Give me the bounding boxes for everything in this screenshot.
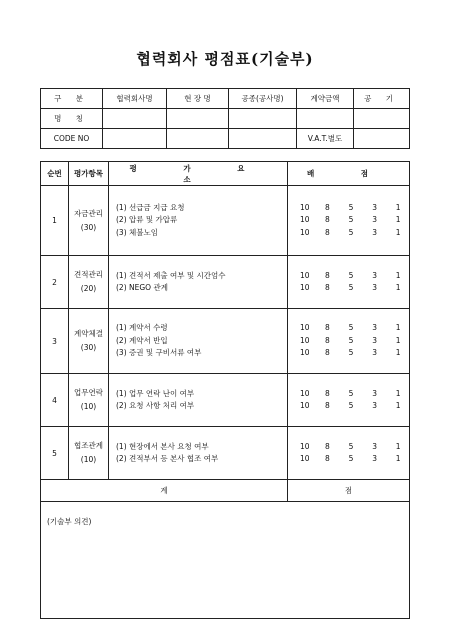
criterion: (2) 압류 및 가압류 xyxy=(116,215,178,225)
score-row xyxy=(288,270,409,283)
category-scores xyxy=(288,256,410,309)
score-option[interactable]: 5 xyxy=(348,441,354,451)
category-no: 5 xyxy=(41,427,69,480)
category-criteria xyxy=(109,186,288,256)
score-option[interactable]: 8 xyxy=(325,227,330,237)
code-cell-3[interactable] xyxy=(229,129,297,149)
criterion: (1) 계약서 수령 xyxy=(116,323,168,333)
category-name: 자금관리 xyxy=(74,208,103,218)
info-label-work-type: 공종(공사명) xyxy=(229,89,297,109)
header-item: 평가항목 xyxy=(69,162,109,186)
criterion: (3) 체불노임 xyxy=(116,227,158,237)
score-option[interactable]: 3 xyxy=(372,270,377,280)
header-no: 순번 xyxy=(41,162,69,186)
score-row xyxy=(288,282,409,295)
category-row xyxy=(41,186,410,256)
info-label-name: 명 칭 xyxy=(41,109,103,129)
score-row xyxy=(288,322,409,335)
header-score: 배 점 xyxy=(288,162,410,186)
score-option[interactable]: 5 xyxy=(348,215,354,225)
score-option[interactable]: 8 xyxy=(325,335,330,345)
score-option[interactable]: 8 xyxy=(325,388,330,398)
info-label-period: 공 기 xyxy=(354,89,410,109)
total-row xyxy=(41,480,410,502)
category-no: 3 xyxy=(41,309,69,374)
category-no: 4 xyxy=(41,374,69,427)
info-label-division: 구 분 xyxy=(41,89,103,109)
score-option[interactable]: 10 xyxy=(300,323,310,333)
score-option[interactable]: 3 xyxy=(372,227,377,237)
category-row xyxy=(41,374,410,427)
opinion-cell[interactable] xyxy=(41,502,410,619)
score-option[interactable]: 1 xyxy=(395,454,401,463)
total-label: 계 xyxy=(41,480,288,502)
score-option[interactable]: 3 xyxy=(372,335,377,345)
category-name: 업무연락 xyxy=(74,388,103,397)
vat-cell[interactable] xyxy=(354,129,410,149)
category-criteria xyxy=(109,374,288,427)
score-option[interactable]: 3 xyxy=(372,441,377,451)
evaluation-table xyxy=(40,161,410,619)
criterion: (2) 견적부서 등 본사 협조 여부 xyxy=(116,454,219,463)
score-option[interactable]: 10 xyxy=(300,202,310,212)
score-row xyxy=(288,400,409,413)
criterion: (1) 현장에서 본사 요청 여부 xyxy=(116,441,209,451)
criterion: (1) 견적서 제출 여부 및 시간엄수 xyxy=(116,270,226,280)
score-option[interactable]: 10 xyxy=(300,283,310,292)
criterion: (3) 증권 및 구비서류 여부 xyxy=(116,348,202,358)
score-option[interactable]: 5 xyxy=(348,202,354,212)
category-points: (30) xyxy=(80,343,97,352)
category-scores xyxy=(288,374,410,427)
score-option[interactable]: 5 xyxy=(348,388,354,398)
category-name: 협조관계 xyxy=(74,441,103,450)
score-option[interactable]: 5 xyxy=(348,454,354,463)
info-label-code: CODE NO xyxy=(41,129,103,149)
score-option[interactable]: 10 xyxy=(300,270,310,280)
vat-label: V.A.T.별도 xyxy=(297,129,354,149)
info-label-contract-amount: 계약금액 xyxy=(297,89,354,109)
code-cell-1[interactable] xyxy=(103,129,167,149)
category-item xyxy=(69,186,109,256)
score-option[interactable]: 1 xyxy=(395,270,401,280)
info-name-row xyxy=(41,109,410,129)
category-criteria xyxy=(109,309,288,374)
criterion: (1) 선급금 지급 요청 xyxy=(116,202,185,212)
score-row xyxy=(288,347,409,360)
score-option[interactable]: 1 xyxy=(395,441,401,451)
category-item xyxy=(69,256,109,309)
score-option[interactable]: 1 xyxy=(395,335,401,345)
score-option[interactable]: 10 xyxy=(300,215,310,225)
score-row xyxy=(288,227,409,240)
category-name: 견적관리 xyxy=(74,270,103,279)
criterion: (2) NEGO 관계 xyxy=(116,283,168,292)
score-option[interactable]: 3 xyxy=(372,202,377,212)
score-option[interactable]: 8 xyxy=(325,215,330,225)
score-option[interactable]: 8 xyxy=(325,348,330,358)
category-item xyxy=(69,309,109,374)
header-criteria: 평 가 요 소 xyxy=(109,162,288,186)
category-scores xyxy=(288,427,410,480)
category-row xyxy=(41,427,410,480)
score-option[interactable]: 1 xyxy=(395,323,401,333)
company-name-cell[interactable] xyxy=(103,109,167,129)
category-points: (10) xyxy=(80,402,97,411)
score-option[interactable]: 8 xyxy=(325,323,330,333)
score-option[interactable]: 3 xyxy=(372,454,377,463)
score-option[interactable]: 3 xyxy=(372,215,377,225)
evaluation-header-row xyxy=(41,162,410,186)
info-label-company: 협력회사명 xyxy=(103,89,167,109)
site-name-cell[interactable] xyxy=(167,109,229,129)
score-option[interactable]: 5 xyxy=(348,270,354,280)
score-option[interactable]: 5 xyxy=(348,348,354,358)
score-option[interactable]: 10 xyxy=(300,401,310,410)
score-option[interactable]: 8 xyxy=(325,283,330,292)
score-option[interactable]: 1 xyxy=(395,202,401,212)
company-info-table xyxy=(40,88,410,149)
score-option[interactable]: 1 xyxy=(395,388,401,398)
score-option[interactable]: 5 xyxy=(348,227,354,237)
score-row xyxy=(288,202,409,215)
category-points: (20) xyxy=(80,284,97,293)
score-option[interactable]: 1 xyxy=(395,227,401,237)
score-option[interactable]: 10 xyxy=(300,441,310,451)
info-label-site: 현 장 명 xyxy=(167,89,229,109)
category-name: 계약체결 xyxy=(74,329,103,338)
score-option[interactable]: 10 xyxy=(300,335,310,345)
score-option[interactable]: 1 xyxy=(395,215,401,225)
score-row xyxy=(288,441,409,454)
score-option[interactable]: 1 xyxy=(395,348,401,358)
category-row xyxy=(41,309,410,374)
page-title: 협력회사 평점표(기술부) xyxy=(136,50,314,68)
info-header-row xyxy=(41,89,410,109)
score-option[interactable]: 3 xyxy=(372,348,377,358)
contract-amount-cell[interactable] xyxy=(297,109,354,129)
score-row xyxy=(288,214,409,227)
score-option[interactable]: 5 xyxy=(348,401,354,410)
score-option[interactable]: 10 xyxy=(300,348,310,358)
score-row xyxy=(288,335,409,348)
opinion-row xyxy=(41,502,410,619)
category-criteria xyxy=(109,256,288,309)
score-option[interactable]: 1 xyxy=(395,401,401,410)
score-option[interactable]: 3 xyxy=(372,401,377,410)
score-option[interactable]: 3 xyxy=(372,323,377,333)
score-row xyxy=(288,453,409,466)
period-cell[interactable] xyxy=(354,109,410,129)
score-option[interactable]: 8 xyxy=(325,401,330,410)
score-option[interactable]: 8 xyxy=(325,270,330,280)
score-option[interactable]: 1 xyxy=(395,283,401,292)
score-option[interactable]: 3 xyxy=(372,388,377,398)
category-item xyxy=(69,374,109,427)
work-type-cell[interactable] xyxy=(229,109,297,129)
category-points: (30) xyxy=(80,222,97,232)
category-points: (10) xyxy=(80,455,97,464)
score-option[interactable]: 8 xyxy=(325,441,330,451)
score-option[interactable]: 5 xyxy=(348,323,354,333)
code-cell-2[interactable] xyxy=(167,129,229,149)
category-criteria xyxy=(109,427,288,480)
category-scores xyxy=(288,186,410,256)
score-row xyxy=(288,388,409,401)
score-option[interactable]: 10 xyxy=(300,454,310,463)
score-option[interactable]: 10 xyxy=(300,227,310,237)
criterion: (2) 계약서 반입 xyxy=(116,335,168,345)
category-no: 2 xyxy=(41,256,69,309)
score-option[interactable]: 8 xyxy=(325,454,330,463)
criterion: (1) 업무 연락 난이 여부 xyxy=(116,388,195,398)
category-scores xyxy=(288,309,410,374)
total-score-cell[interactable] xyxy=(288,480,410,502)
criterion: (2) 요청 사항 처리 여부 xyxy=(116,401,195,410)
category-no: 1 xyxy=(41,186,69,256)
score-option[interactable]: 8 xyxy=(325,202,330,212)
score-option[interactable]: 10 xyxy=(300,388,310,398)
score-option[interactable]: 5 xyxy=(348,335,354,345)
score-option[interactable]: 3 xyxy=(372,283,377,292)
category-row xyxy=(41,256,410,309)
opinion-label: (기술부 의견) xyxy=(47,517,92,526)
total-unit: 점 xyxy=(344,486,353,495)
category-item xyxy=(69,427,109,480)
info-code-row xyxy=(41,129,410,149)
score-option[interactable]: 5 xyxy=(348,283,354,292)
